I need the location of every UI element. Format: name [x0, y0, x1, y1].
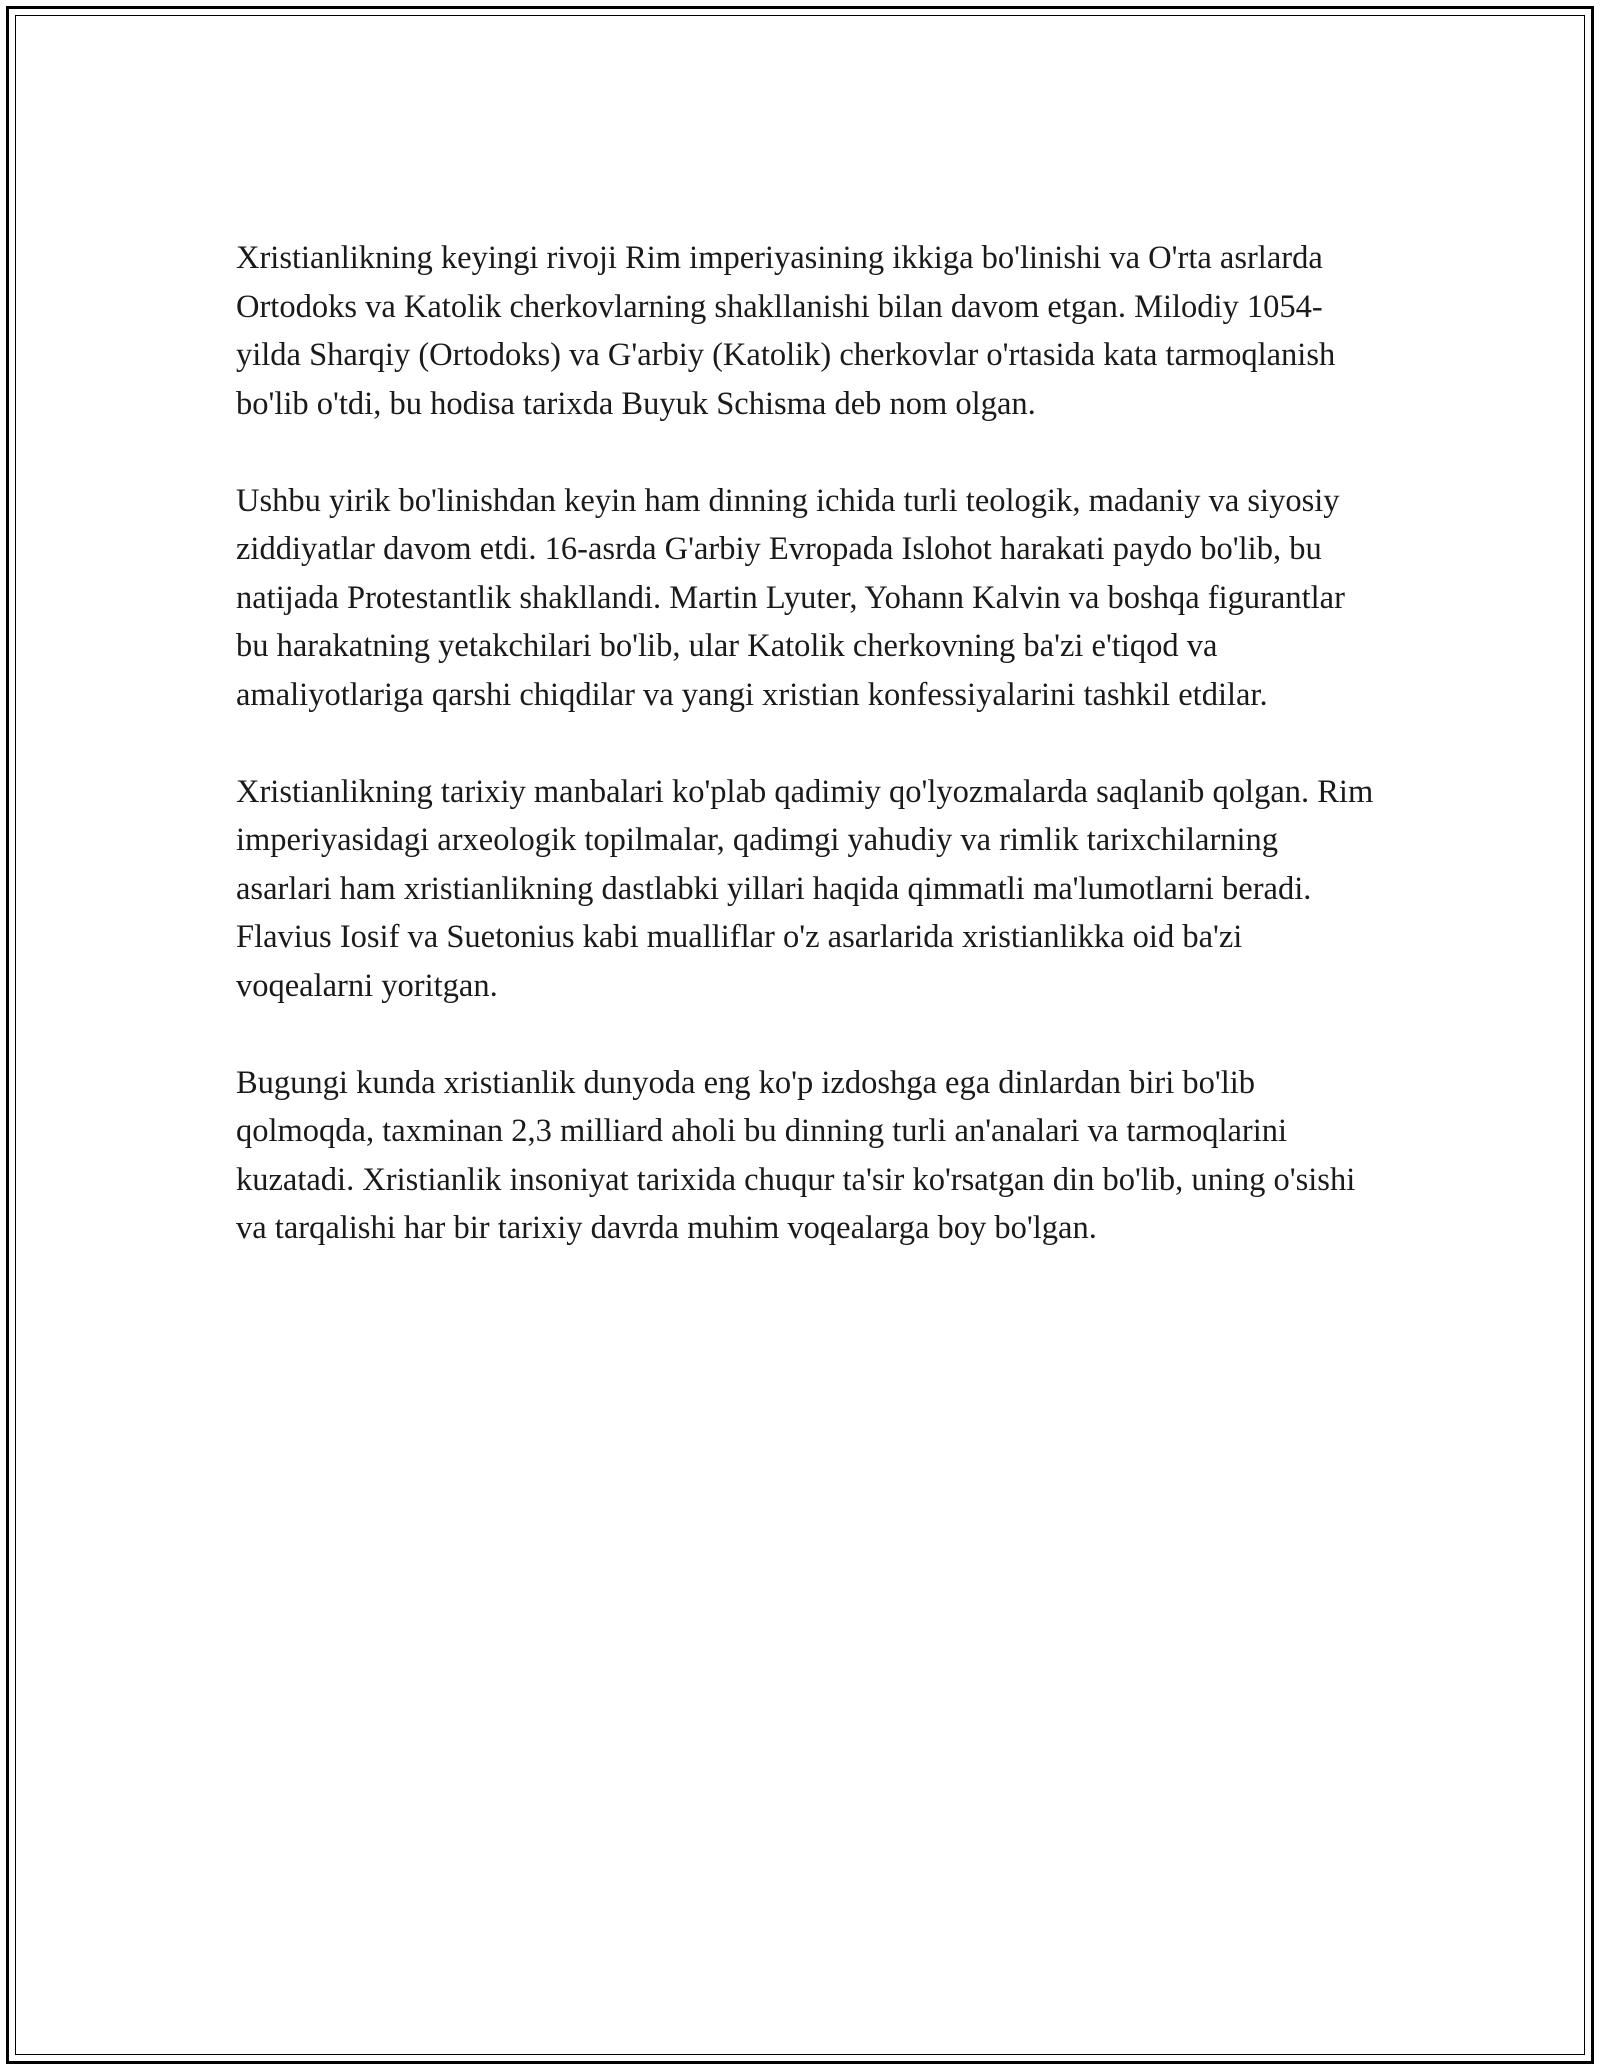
document-body	[236, 234, 1376, 1301]
paragraph-3: Xristianlikning tarixiy manbalari ko'plab qadimiy qo'lyozmalarda saqlanib qolgan. Rim imperiyasidagi arxeologik topilmalar, qadimgi yahudiy va rimlik tarixchilarning asarlari ham xristianlikning dastlabki yillari haqida qimmatli ma'lumotlarni beradi. Flavius Iosif va Suetonius kabi mualliflar o'z asarlarida xristianlikka oid ba'zi voqealarni yoritgan.	[236, 773, 1374, 1004]
paragraph-2: Ushbu yirik bo'linishdan keyin ham dinning ichida turli teologik, madaniy va siyosiy ziddiyatlar davom etdi. 16-asrda G'arbiy Evropada Islohot harakati paydo bo'lib, bu natijada Protestantlik shakllandi. Martin Lyuter, Yohann Kalvin va boshqa figurantlar bu harakatning yetakchilari bo'lib, ular Katolik cherkovning ba'zi e'tiqod va amaliyotlariga qarshi chiqdilar va yangi xristian konfessiyalarini tashkil etdilar.	[236, 482, 1345, 713]
paragraph-4: Bugungi kunda xristianlik dunyoda eng ko'p izdoshga ega dinlardan biri bo'lib qolmoqda, taxminan 2,3 milliard aholi bu dinning turli an'analari va tarmoqlarini kuzatadi. Xristianlik insoniyat tarixida chuqur ta'sir ko'rsatgan din bo'lib, uning o'sishi va tarqalishi har bir tarixiy davrda muhim voqealarga boy bo'lgan.	[236, 1064, 1356, 1246]
paragraph-1: Xristianlikning keyingi rivoji Rim imperiyasining ikkiga bo'linishi va O'rta asrlarda Ortodoks va Katolik cherkovlarning shakllanishi bilan davom etgan. Milodiy 1054-yilda Sharqiy (Ortodoks) va G'arbiy (Katolik) cherkovlar o'rtasida kata tarmoqlanish bo'lib o'tdi, bu hodisa tarixda Buyuk Schisma deb nom olgan.	[236, 240, 1336, 422]
